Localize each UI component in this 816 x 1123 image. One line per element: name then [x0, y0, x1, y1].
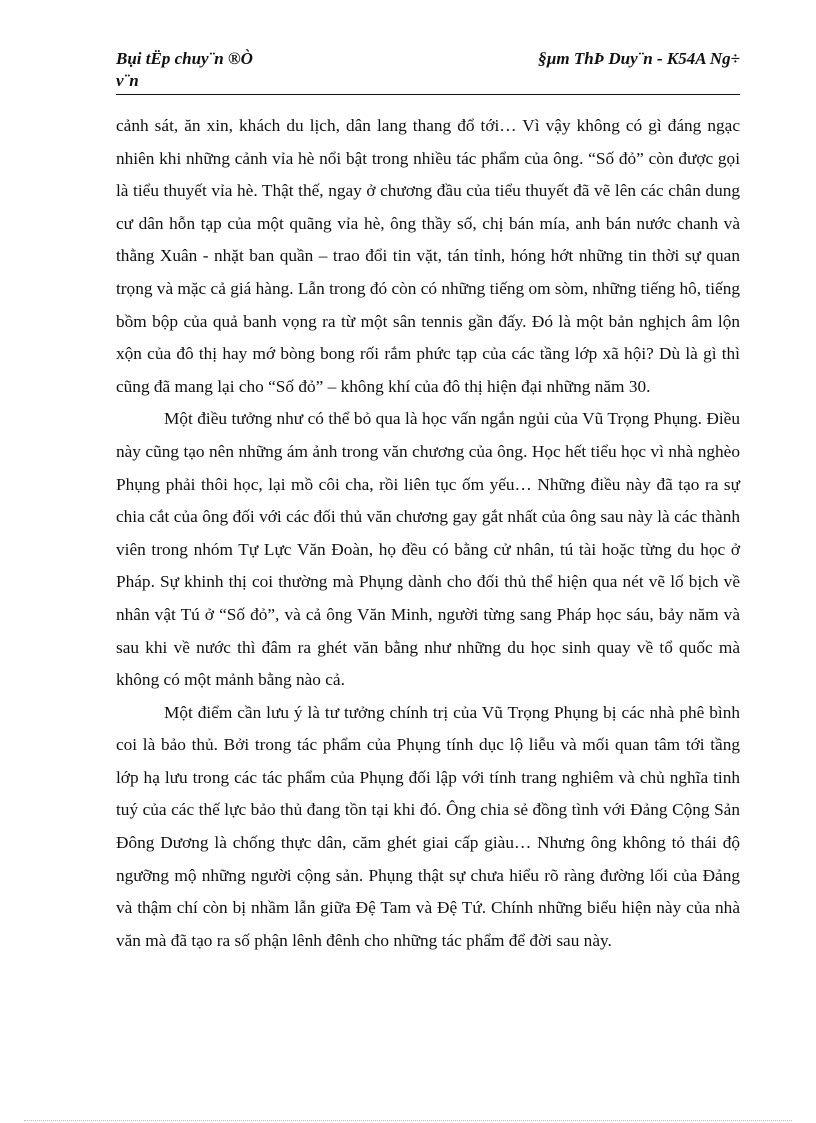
header-author: §µm ThÞ Duy¨n - K54A Ng÷	[538, 49, 740, 68]
document-body	[116, 110, 740, 957]
paragraph-2: Một điều tưởng như có thể bỏ qua là học vấn ngắn ngủi của Vũ Trọng Phụng. Điều này cũng tạo nên những ám ảnh trong văn chương của ông. Học hết tiểu học vì nhà nghèo Phụng phải thôi học, lại mồ côi cha, rồi liên tục ốm yếu… Những điều này đã tạo ra sự chia cắt của ông đối với các đối thủ văn chương gay gắt nhất của ông sau này là các thành viên trong nhóm Tự Lực Văn Đoàn, họ đều có bằng cử nhân, tú tài hoặc từng du học ở Pháp. Sự khinh thị coi thường mà Phụng dành cho đối thủ thể hiện qua nét vẽ lố bịch về nhân vật Tú ở “Số đỏ”, và cả ông Văn Minh, người từng sang Pháp học sáu, bảy năm và sau khi về nước thì đâm ra ghét văn bằng như những du học sinh quay về tổ quốc mà không có một mảnh bằng nào cả.	[116, 409, 740, 690]
header-title: Bụi tËp chuy¨n ®Ò v¨n	[116, 49, 253, 90]
page-footer-divider	[24, 1120, 792, 1121]
page-header	[116, 48, 740, 95]
paragraph-1: cảnh sát, ăn xin, khách du lịch, dân lang thang đổ tới… Vì vậy không có gì đáng ngạc nhiên khi những cảnh vỉa hè nổi bật trong nhiều tác phẩm của ông. “Số đỏ” còn được gọi là tiểu thuyết vỉa hè. Thật thế, ngay ở chương đầu của tiểu thuyết đã vẽ lên các chân dung cư dân hỗn tạp của một quãng vỉa hè, ông thầy số, chị bán mía, anh bán nước chanh và thằng Xuân - nhặt ban quần – trao đổi tin vặt, tán tỉnh, hóng hớt những tin thời sự quan trọng và mặc cả giá hàng. Lẫn trong đó còn có những tiếng om sòm, những tiếng hô, tiếng bồm bộp của quả banh vọng ra từ một sân tennis gần đấy. Đó là một bản nghịch âm lộn xộn của đô thị hay mớ bòng bong rối rắm phức tạp của các tầng lớp xã hội? Dù là gì thì cũng đã mang lại cho “Số đỏ” – không khí của đô thị hiện đại những năm 30.	[116, 116, 740, 396]
paragraph-3: Một điểm cần lưu ý là tư tưởng chính trị của Vũ Trọng Phụng bị các nhà phê bình coi là bảo thủ. Bởi trong tác phẩm của Phụng tính dục lộ liễu và mối quan tâm tới tầng lớp hạ lưu trong các tác phẩm của Phụng đối lập với tính trang nghiêm và chủ nghĩa tinh tuý của các thế lực bảo thủ đang tồn tại khi đó. Ông chia sẻ đồng tình với Đảng Cộng Sản Đông Dương là chống thực dân, căm ghét giai cấp giàu… Nhưng ông không tỏ thái độ ngưỡng mộ những người cộng sản. Phụng thật sự chưa hiểu rõ ràng đường lối của Đảng và thậm chí còn bị nhầm lẫn giữa Đệ Tam và Đệ Tứ. Chính những biểu hiện này của nhà văn mà đã tạo ra số phận lênh đênh cho những tác phẩm để đời sau này.	[116, 702, 740, 950]
